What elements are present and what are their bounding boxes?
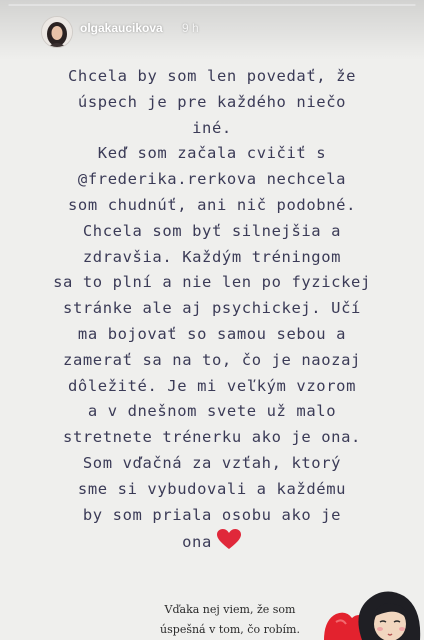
story-text-line-label: sme si vybudovali a každému	[77, 479, 347, 498]
story-text-line-label: sa to plní a nie len po fyzickej	[53, 273, 371, 292]
story-text-line-label: ma bojovať so samou sebou a	[77, 324, 347, 343]
story-text-line-label: by som priala osobu ako je	[82, 505, 342, 524]
story-text-line	[0, 90, 424, 116]
story-text-line	[0, 399, 424, 425]
story-text-line	[0, 425, 424, 451]
story-text-line	[0, 451, 424, 477]
story-text-line	[0, 245, 424, 271]
username[interactable]: olgakaucikova	[80, 21, 163, 35]
story-text	[0, 64, 424, 556]
story-text-line	[0, 477, 424, 503]
story-text-line	[0, 322, 424, 348]
story-text-line	[0, 167, 424, 193]
story-text-line-label: dôležité. Je mi veľkým vzorom	[67, 376, 357, 395]
story-text-line	[0, 296, 424, 322]
story-text-line-label: Keď som začala cvičiť s	[97, 144, 327, 163]
girl-with-heart-sticker-icon[interactable]	[322, 584, 424, 640]
story-caption-line: úspešná v tom, čo robím.	[160, 623, 300, 636]
story-text-line-label: stránke ale aj psychickej. Učí	[63, 299, 361, 318]
story-text-line	[0, 141, 424, 167]
story-text-line	[0, 193, 424, 219]
story-text-line	[0, 64, 424, 90]
story-text-line	[0, 374, 424, 400]
story-header	[0, 0, 424, 60]
story-text-line-label: zamerať sa na to, čo je naozaj	[63, 350, 361, 369]
story-text-line-label: Chcela by som len povedať, že	[67, 67, 357, 85]
story-text-line-label: a v dnešnom svete už malo	[87, 402, 337, 421]
story-text-line-label: iné.	[192, 118, 232, 137]
story-timestamp: 9 h	[182, 21, 199, 35]
story-caption	[140, 600, 320, 640]
story-text-line-label: Chcela som byť silnejšia a	[82, 221, 342, 240]
story-text-line-label: stretnete trénerku ako je ona.	[63, 428, 361, 447]
profile-photo-icon	[42, 17, 72, 47]
story-text-line-label: ona	[182, 533, 212, 552]
story-text-line	[0, 348, 424, 374]
avatar[interactable]	[41, 16, 73, 48]
story-text-line	[0, 528, 424, 556]
story-text-line-label: som chudnúť, ani nič podobné.	[67, 195, 357, 214]
red-heart-icon	[216, 528, 242, 550]
story-text-line	[0, 219, 424, 245]
story-text-line-label: zdravšia. Každým tréningom	[82, 247, 342, 266]
story-text-line	[0, 270, 424, 296]
story-text-line	[0, 116, 424, 142]
story-text-line-label: úspech je pre každého niečo	[77, 92, 347, 111]
story-text-line-label: Som vďačná za vzťah, ktorý	[82, 453, 342, 472]
story-caption-line: Vďaka nej viem, že som	[164, 603, 296, 616]
story-text-line-label: @frederika.rerkova nechcela	[77, 170, 347, 189]
story-text-line	[0, 503, 424, 529]
